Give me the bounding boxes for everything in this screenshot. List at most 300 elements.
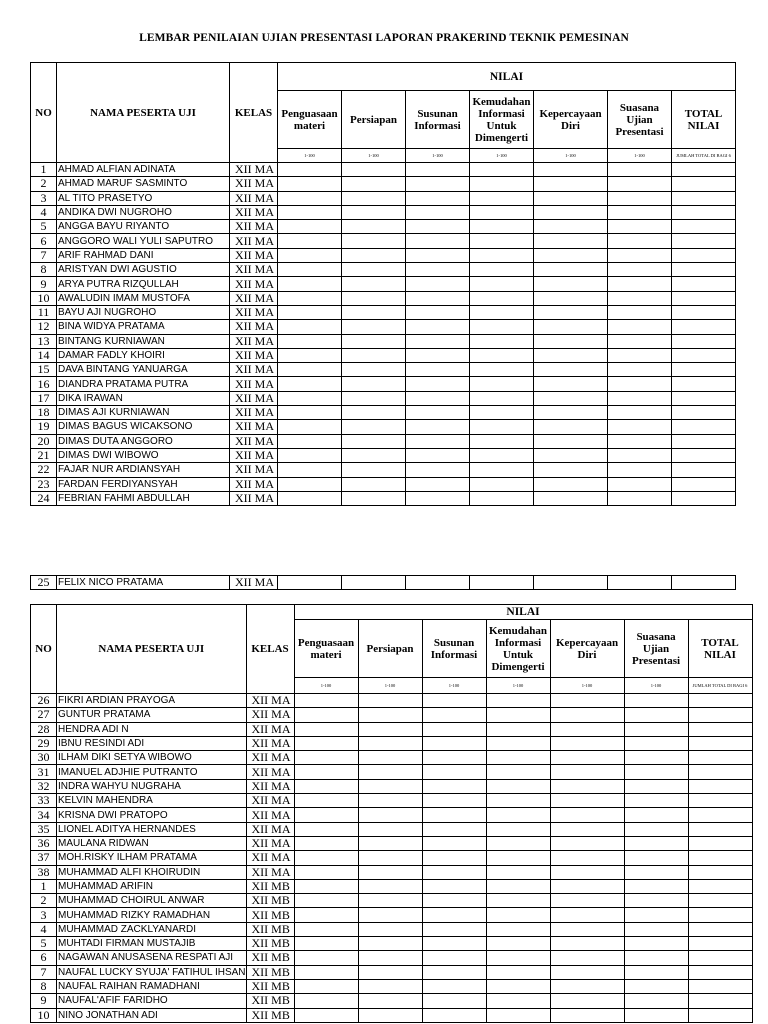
score-cell[interactable] <box>406 377 470 391</box>
score-cell[interactable] <box>624 822 688 836</box>
score-cell[interactable] <box>470 163 534 177</box>
score-cell[interactable] <box>406 448 470 462</box>
score-cell[interactable] <box>550 779 624 793</box>
score-cell[interactable] <box>294 808 358 822</box>
score-cell[interactable] <box>534 363 608 377</box>
score-cell[interactable] <box>470 377 534 391</box>
score-cell[interactable] <box>470 263 534 277</box>
score-cell[interactable] <box>358 808 422 822</box>
score-cell[interactable] <box>406 263 470 277</box>
score-cell[interactable] <box>358 708 422 722</box>
score-cell[interactable] <box>342 420 406 434</box>
score-cell[interactable] <box>470 363 534 377</box>
score-cell[interactable] <box>406 205 470 219</box>
score-cell[interactable] <box>342 248 406 262</box>
score-cell[interactable] <box>608 334 672 348</box>
score-cell[interactable] <box>358 937 422 951</box>
score-cell[interactable] <box>342 277 406 291</box>
score-cell[interactable] <box>422 979 486 993</box>
total-score-cell[interactable] <box>688 708 752 722</box>
score-cell[interactable] <box>624 708 688 722</box>
score-cell[interactable] <box>406 477 470 491</box>
score-cell[interactable] <box>624 865 688 879</box>
score-cell[interactable] <box>278 463 342 477</box>
score-cell[interactable] <box>608 463 672 477</box>
score-cell[interactable] <box>294 736 358 750</box>
score-cell[interactable] <box>342 205 406 219</box>
score-cell[interactable] <box>406 334 470 348</box>
total-score-cell[interactable] <box>672 305 736 319</box>
score-cell[interactable] <box>608 177 672 191</box>
score-cell[interactable] <box>486 951 550 965</box>
score-cell[interactable] <box>358 894 422 908</box>
score-cell[interactable] <box>278 191 342 205</box>
score-cell[interactable] <box>608 277 672 291</box>
score-cell[interactable] <box>624 1008 688 1022</box>
total-score-cell[interactable] <box>672 363 736 377</box>
score-cell[interactable] <box>534 263 608 277</box>
score-cell[interactable] <box>624 979 688 993</box>
score-cell[interactable] <box>550 1008 624 1022</box>
score-cell[interactable] <box>342 406 406 420</box>
score-cell[interactable] <box>358 822 422 836</box>
score-cell[interactable] <box>294 908 358 922</box>
score-cell[interactable] <box>486 694 550 708</box>
score-cell[interactable] <box>342 491 406 505</box>
score-cell[interactable] <box>486 865 550 879</box>
score-cell[interactable] <box>470 391 534 405</box>
score-cell[interactable] <box>278 263 342 277</box>
score-cell[interactable] <box>470 491 534 505</box>
score-cell[interactable] <box>486 722 550 736</box>
score-cell[interactable] <box>550 751 624 765</box>
score-cell[interactable] <box>550 736 624 750</box>
score-cell[interactable] <box>550 794 624 808</box>
score-cell[interactable] <box>278 248 342 262</box>
score-cell[interactable] <box>470 334 534 348</box>
score-cell[interactable] <box>422 851 486 865</box>
score-cell[interactable] <box>422 951 486 965</box>
score-cell[interactable] <box>294 722 358 736</box>
total-score-cell[interactable] <box>672 576 736 590</box>
score-cell[interactable] <box>550 994 624 1008</box>
score-cell[interactable] <box>608 377 672 391</box>
score-cell[interactable] <box>422 836 486 850</box>
score-cell[interactable] <box>550 865 624 879</box>
score-cell[interactable] <box>608 191 672 205</box>
score-cell[interactable] <box>624 908 688 922</box>
score-cell[interactable] <box>342 334 406 348</box>
score-cell[interactable] <box>406 363 470 377</box>
score-cell[interactable] <box>624 765 688 779</box>
score-cell[interactable] <box>534 491 608 505</box>
score-cell[interactable] <box>278 348 342 362</box>
score-cell[interactable] <box>278 576 342 590</box>
score-cell[interactable] <box>406 434 470 448</box>
score-cell[interactable] <box>470 305 534 319</box>
total-score-cell[interactable] <box>672 377 736 391</box>
total-score-cell[interactable] <box>688 751 752 765</box>
score-cell[interactable] <box>534 420 608 434</box>
total-score-cell[interactable] <box>688 979 752 993</box>
score-cell[interactable] <box>470 234 534 248</box>
score-cell[interactable] <box>608 305 672 319</box>
score-cell[interactable] <box>278 477 342 491</box>
score-cell[interactable] <box>550 965 624 979</box>
score-cell[interactable] <box>422 708 486 722</box>
score-cell[interactable] <box>608 477 672 491</box>
total-score-cell[interactable] <box>672 277 736 291</box>
score-cell[interactable] <box>550 722 624 736</box>
total-score-cell[interactable] <box>672 191 736 205</box>
score-cell[interactable] <box>470 177 534 191</box>
score-cell[interactable] <box>470 576 534 590</box>
score-cell[interactable] <box>342 363 406 377</box>
score-cell[interactable] <box>342 477 406 491</box>
score-cell[interactable] <box>358 751 422 765</box>
score-cell[interactable] <box>624 736 688 750</box>
total-score-cell[interactable] <box>688 836 752 850</box>
score-cell[interactable] <box>486 965 550 979</box>
score-cell[interactable] <box>608 263 672 277</box>
score-cell[interactable] <box>534 576 608 590</box>
score-cell[interactable] <box>294 965 358 979</box>
score-cell[interactable] <box>534 434 608 448</box>
score-cell[interactable] <box>608 576 672 590</box>
score-cell[interactable] <box>294 979 358 993</box>
score-cell[interactable] <box>294 836 358 850</box>
score-cell[interactable] <box>624 894 688 908</box>
score-cell[interactable] <box>342 177 406 191</box>
score-cell[interactable] <box>486 879 550 893</box>
score-cell[interactable] <box>534 234 608 248</box>
score-cell[interactable] <box>422 722 486 736</box>
score-cell[interactable] <box>486 836 550 850</box>
score-cell[interactable] <box>406 177 470 191</box>
score-cell[interactable] <box>624 779 688 793</box>
total-score-cell[interactable] <box>688 865 752 879</box>
score-cell[interactable] <box>534 205 608 219</box>
score-cell[interactable] <box>422 779 486 793</box>
score-cell[interactable] <box>534 291 608 305</box>
score-cell[interactable] <box>358 779 422 793</box>
total-score-cell[interactable] <box>672 491 736 505</box>
total-score-cell[interactable] <box>688 951 752 965</box>
score-cell[interactable] <box>294 765 358 779</box>
score-cell[interactable] <box>358 879 422 893</box>
score-cell[interactable] <box>608 163 672 177</box>
total-score-cell[interactable] <box>672 220 736 234</box>
score-cell[interactable] <box>470 463 534 477</box>
score-cell[interactable] <box>624 994 688 1008</box>
score-cell[interactable] <box>422 1008 486 1022</box>
score-cell[interactable] <box>470 220 534 234</box>
score-cell[interactable] <box>550 822 624 836</box>
score-cell[interactable] <box>294 794 358 808</box>
score-cell[interactable] <box>342 305 406 319</box>
score-cell[interactable] <box>406 463 470 477</box>
score-cell[interactable] <box>534 191 608 205</box>
score-cell[interactable] <box>608 234 672 248</box>
score-cell[interactable] <box>486 851 550 865</box>
score-cell[interactable] <box>486 994 550 1008</box>
score-cell[interactable] <box>624 722 688 736</box>
score-cell[interactable] <box>358 694 422 708</box>
score-cell[interactable] <box>422 751 486 765</box>
total-score-cell[interactable] <box>688 694 752 708</box>
score-cell[interactable] <box>534 391 608 405</box>
score-cell[interactable] <box>422 694 486 708</box>
score-cell[interactable] <box>422 965 486 979</box>
total-score-cell[interactable] <box>688 736 752 750</box>
score-cell[interactable] <box>342 263 406 277</box>
score-cell[interactable] <box>608 406 672 420</box>
score-cell[interactable] <box>342 391 406 405</box>
score-cell[interactable] <box>422 894 486 908</box>
total-score-cell[interactable] <box>688 794 752 808</box>
score-cell[interactable] <box>470 348 534 362</box>
score-cell[interactable] <box>550 765 624 779</box>
total-score-cell[interactable] <box>688 851 752 865</box>
score-cell[interactable] <box>358 951 422 965</box>
score-cell[interactable] <box>534 220 608 234</box>
score-cell[interactable] <box>278 434 342 448</box>
score-cell[interactable] <box>278 220 342 234</box>
score-cell[interactable] <box>342 320 406 334</box>
score-cell[interactable] <box>294 708 358 722</box>
score-cell[interactable] <box>470 205 534 219</box>
score-cell[interactable] <box>486 979 550 993</box>
score-cell[interactable] <box>608 205 672 219</box>
score-cell[interactable] <box>470 248 534 262</box>
score-cell[interactable] <box>624 794 688 808</box>
score-cell[interactable] <box>342 434 406 448</box>
score-cell[interactable] <box>342 220 406 234</box>
score-cell[interactable] <box>608 320 672 334</box>
score-cell[interactable] <box>278 320 342 334</box>
score-cell[interactable] <box>486 894 550 908</box>
score-cell[interactable] <box>406 305 470 319</box>
score-cell[interactable] <box>550 879 624 893</box>
score-cell[interactable] <box>486 1008 550 1022</box>
score-cell[interactable] <box>550 979 624 993</box>
score-cell[interactable] <box>534 163 608 177</box>
score-cell[interactable] <box>406 420 470 434</box>
score-cell[interactable] <box>422 822 486 836</box>
score-cell[interactable] <box>342 377 406 391</box>
score-cell[interactable] <box>470 448 534 462</box>
total-score-cell[interactable] <box>672 406 736 420</box>
score-cell[interactable] <box>624 751 688 765</box>
score-cell[interactable] <box>422 808 486 822</box>
score-cell[interactable] <box>358 794 422 808</box>
score-cell[interactable] <box>534 477 608 491</box>
total-score-cell[interactable] <box>672 477 736 491</box>
score-cell[interactable] <box>422 937 486 951</box>
score-cell[interactable] <box>278 491 342 505</box>
total-score-cell[interactable] <box>672 248 736 262</box>
score-cell[interactable] <box>486 779 550 793</box>
total-score-cell[interactable] <box>688 822 752 836</box>
score-cell[interactable] <box>294 822 358 836</box>
total-score-cell[interactable] <box>688 808 752 822</box>
score-cell[interactable] <box>534 463 608 477</box>
score-cell[interactable] <box>624 965 688 979</box>
total-score-cell[interactable] <box>672 434 736 448</box>
score-cell[interactable] <box>624 951 688 965</box>
score-cell[interactable] <box>358 851 422 865</box>
score-cell[interactable] <box>608 220 672 234</box>
total-score-cell[interactable] <box>688 879 752 893</box>
score-cell[interactable] <box>406 220 470 234</box>
score-cell[interactable] <box>342 448 406 462</box>
total-score-cell[interactable] <box>672 334 736 348</box>
score-cell[interactable] <box>278 234 342 248</box>
score-cell[interactable] <box>406 576 470 590</box>
score-cell[interactable] <box>470 477 534 491</box>
total-score-cell[interactable] <box>688 894 752 908</box>
score-cell[interactable] <box>406 291 470 305</box>
score-cell[interactable] <box>608 248 672 262</box>
score-cell[interactable] <box>294 879 358 893</box>
total-score-cell[interactable] <box>672 205 736 219</box>
total-score-cell[interactable] <box>688 908 752 922</box>
score-cell[interactable] <box>550 908 624 922</box>
score-cell[interactable] <box>294 851 358 865</box>
score-cell[interactable] <box>624 937 688 951</box>
score-cell[interactable] <box>278 406 342 420</box>
score-cell[interactable] <box>342 163 406 177</box>
score-cell[interactable] <box>406 277 470 291</box>
score-cell[interactable] <box>422 865 486 879</box>
score-cell[interactable] <box>608 420 672 434</box>
score-cell[interactable] <box>342 348 406 362</box>
total-score-cell[interactable] <box>672 291 736 305</box>
total-score-cell[interactable] <box>672 177 736 191</box>
score-cell[interactable] <box>294 922 358 936</box>
score-cell[interactable] <box>406 234 470 248</box>
score-cell[interactable] <box>406 191 470 205</box>
score-cell[interactable] <box>550 894 624 908</box>
score-cell[interactable] <box>470 291 534 305</box>
score-cell[interactable] <box>358 736 422 750</box>
score-cell[interactable] <box>406 348 470 362</box>
score-cell[interactable] <box>608 434 672 448</box>
total-score-cell[interactable] <box>672 234 736 248</box>
score-cell[interactable] <box>470 434 534 448</box>
score-cell[interactable] <box>422 922 486 936</box>
score-cell[interactable] <box>534 320 608 334</box>
score-cell[interactable] <box>294 994 358 1008</box>
score-cell[interactable] <box>278 448 342 462</box>
score-cell[interactable] <box>278 205 342 219</box>
score-cell[interactable] <box>358 722 422 736</box>
score-cell[interactable] <box>608 348 672 362</box>
score-cell[interactable] <box>470 406 534 420</box>
score-cell[interactable] <box>422 879 486 893</box>
score-cell[interactable] <box>470 320 534 334</box>
score-cell[interactable] <box>358 865 422 879</box>
score-cell[interactable] <box>486 937 550 951</box>
score-cell[interactable] <box>624 836 688 850</box>
score-cell[interactable] <box>278 177 342 191</box>
score-cell[interactable] <box>624 694 688 708</box>
total-score-cell[interactable] <box>672 163 736 177</box>
score-cell[interactable] <box>406 391 470 405</box>
score-cell[interactable] <box>608 291 672 305</box>
total-score-cell[interactable] <box>672 320 736 334</box>
score-cell[interactable] <box>406 320 470 334</box>
score-cell[interactable] <box>294 865 358 879</box>
score-cell[interactable] <box>422 765 486 779</box>
score-cell[interactable] <box>406 491 470 505</box>
score-cell[interactable] <box>534 177 608 191</box>
score-cell[interactable] <box>278 291 342 305</box>
score-cell[interactable] <box>550 851 624 865</box>
score-cell[interactable] <box>342 463 406 477</box>
score-cell[interactable] <box>608 448 672 462</box>
total-score-cell[interactable] <box>672 391 736 405</box>
total-score-cell[interactable] <box>688 1008 752 1022</box>
score-cell[interactable] <box>486 708 550 722</box>
score-cell[interactable] <box>294 894 358 908</box>
total-score-cell[interactable] <box>672 263 736 277</box>
score-cell[interactable] <box>550 922 624 936</box>
score-cell[interactable] <box>422 994 486 1008</box>
total-score-cell[interactable] <box>688 937 752 951</box>
score-cell[interactable] <box>358 922 422 936</box>
score-cell[interactable] <box>608 363 672 377</box>
score-cell[interactable] <box>624 879 688 893</box>
score-cell[interactable] <box>358 836 422 850</box>
score-cell[interactable] <box>358 765 422 779</box>
total-score-cell[interactable] <box>672 448 736 462</box>
score-cell[interactable] <box>470 420 534 434</box>
score-cell[interactable] <box>294 1008 358 1022</box>
score-cell[interactable] <box>294 694 358 708</box>
total-score-cell[interactable] <box>672 348 736 362</box>
score-cell[interactable] <box>278 163 342 177</box>
score-cell[interactable] <box>486 765 550 779</box>
total-score-cell[interactable] <box>688 994 752 1008</box>
score-cell[interactable] <box>534 334 608 348</box>
score-cell[interactable] <box>422 908 486 922</box>
score-cell[interactable] <box>358 965 422 979</box>
score-cell[interactable] <box>342 234 406 248</box>
score-cell[interactable] <box>550 836 624 850</box>
score-cell[interactable] <box>486 736 550 750</box>
score-cell[interactable] <box>534 406 608 420</box>
score-cell[interactable] <box>294 779 358 793</box>
score-cell[interactable] <box>470 191 534 205</box>
total-score-cell[interactable] <box>688 965 752 979</box>
score-cell[interactable] <box>486 751 550 765</box>
score-cell[interactable] <box>278 391 342 405</box>
score-cell[interactable] <box>550 708 624 722</box>
score-cell[interactable] <box>550 951 624 965</box>
score-cell[interactable] <box>406 248 470 262</box>
score-cell[interactable] <box>550 694 624 708</box>
score-cell[interactable] <box>406 163 470 177</box>
score-cell[interactable] <box>294 951 358 965</box>
score-cell[interactable] <box>550 937 624 951</box>
score-cell[interactable] <box>422 736 486 750</box>
score-cell[interactable] <box>624 851 688 865</box>
score-cell[interactable] <box>486 922 550 936</box>
score-cell[interactable] <box>278 277 342 291</box>
score-cell[interactable] <box>358 994 422 1008</box>
score-cell[interactable] <box>358 908 422 922</box>
